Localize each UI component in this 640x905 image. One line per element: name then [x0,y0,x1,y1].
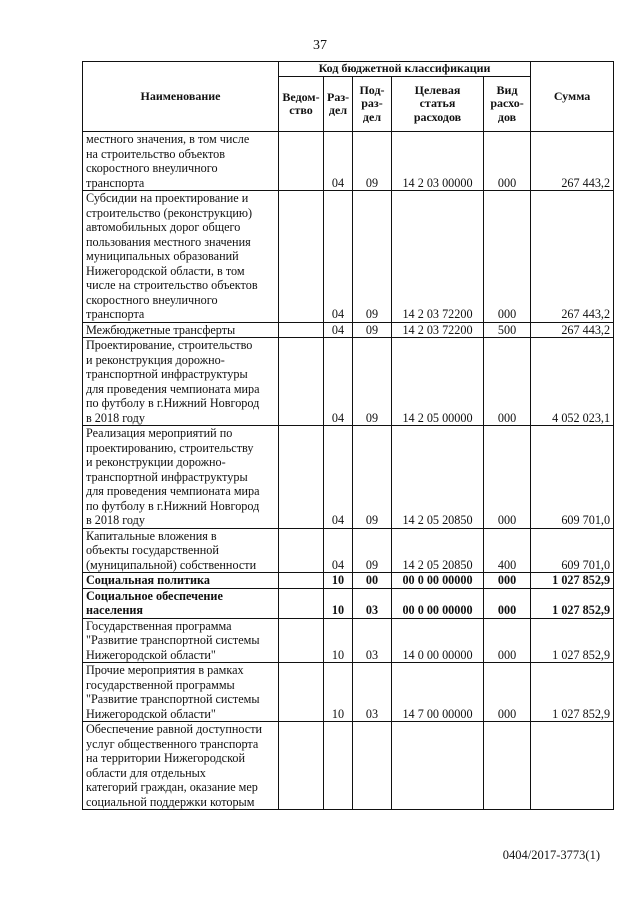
row-sum [531,722,614,810]
row-sum: 1 027 852,9 [531,618,614,663]
table-row [83,588,614,618]
row-razdel: 10 [324,663,353,722]
row-name: Обеспечение равной доступности услуг общественного транспорта на территории Нижегородской области для отдельных категорий граждан, оказание мер социальной поддержки которым [83,722,279,810]
row-sum: 609 701,0 [531,528,614,573]
row-vedomstvo [279,618,324,663]
row-razdel: 04 [324,132,353,191]
row-celevaya: 14 7 00 00000 [392,663,484,722]
row-vid: 000 [484,663,531,722]
row-celevaya: 00 0 00 00000 [392,588,484,618]
table-row [83,573,614,589]
row-name: Социальное обеспечение населения [83,588,279,618]
row-razdel: 04 [324,322,353,338]
row-razdel: 10 [324,618,353,663]
table-row [83,528,614,573]
row-celevaya [392,722,484,810]
row-razdel: 04 [324,191,353,323]
row-celevaya: 14 0 00 00000 [392,618,484,663]
row-podrazdel [353,722,392,810]
row-podrazdel: 09 [353,132,392,191]
header-vid: Вид расхо- дов [484,77,531,132]
row-vedomstvo [279,322,324,338]
row-vid: 000 [484,588,531,618]
row-vedomstvo [279,191,324,323]
row-sum: 1 027 852,9 [531,573,614,589]
row-celevaya: 14 2 03 72200 [392,191,484,323]
budget-table [82,61,614,810]
table-row [83,618,614,663]
row-vedomstvo [279,722,324,810]
header-celevaya: Целевая статья расходов [392,77,484,132]
table-row [83,426,614,529]
row-razdel: 04 [324,528,353,573]
row-sum: 267 443,2 [531,132,614,191]
row-vid: 000 [484,132,531,191]
row-name: Проектирование, строительство и реконструкция дорожно- транспортной инфраструктуры для проведения чемпионата мира по футболу в г.Нижний Новгород в 2018 году [83,338,279,426]
row-name: местного значения, в том числе на строительство объектов скоростного внеуличного транспорта [83,132,279,191]
row-podrazdel: 00 [353,573,392,589]
row-vedomstvo [279,588,324,618]
row-name: Капитальные вложения в объекты государственной (муниципальной) собственности [83,528,279,573]
row-vid: 000 [484,191,531,323]
row-celevaya: 14 2 03 72200 [392,322,484,338]
row-celevaya: 14 2 05 00000 [392,338,484,426]
row-vedomstvo [279,528,324,573]
row-name: Реализация мероприятий по проектированию, строительству и реконструкции дорожно- транспортной инфраструктуры для проведения чемпионата мира по футболу в г.Нижний Новгород в 2018 году [83,426,279,529]
row-podrazdel: 03 [353,618,392,663]
row-vid: 000 [484,618,531,663]
row-name: Межбюджетные трансферты [83,322,279,338]
row-name: Прочие мероприятия в рамках государственной программы "Развитие транспортной системы Нижегородской области" [83,663,279,722]
row-vedomstvo [279,573,324,589]
row-podrazdel: 09 [353,426,392,529]
row-sum: 609 701,0 [531,426,614,529]
row-name: Субсидии на проектирование и строительство (реконструкцию) автомобильных дорог общего пользования местного значения муниципальных образований Нижегородской области, в том числе на строительство объектов скоростного внеуличного транспорта [83,191,279,323]
row-razdel [324,722,353,810]
row-name: Государственная программа "Развитие транспортной системы Нижегородской области" [83,618,279,663]
row-vedomstvo [279,426,324,529]
row-vedomstvo [279,338,324,426]
row-vid: 500 [484,322,531,338]
row-podrazdel: 09 [353,338,392,426]
row-razdel: 10 [324,588,353,618]
table-row [83,663,614,722]
row-vedomstvo [279,132,324,191]
header-name: Наименование [83,62,279,132]
row-vid: 000 [484,338,531,426]
row-razdel: 04 [324,338,353,426]
row-podrazdel: 09 [353,191,392,323]
row-podrazdel: 03 [353,588,392,618]
row-sum: 1 027 852,9 [531,663,614,722]
row-razdel: 10 [324,573,353,589]
row-celevaya: 14 2 03 00000 [392,132,484,191]
row-sum: 1 027 852,9 [531,588,614,618]
row-sum: 267 443,2 [531,191,614,323]
row-celevaya: 14 2 05 20850 [392,528,484,573]
row-vid [484,722,531,810]
row-name: Социальная политика [83,573,279,589]
row-vedomstvo [279,663,324,722]
table-row [83,322,614,338]
header-sum: Сумма [531,62,614,132]
row-sum: 4 052 023,1 [531,338,614,426]
table-row [83,338,614,426]
page-number: 37 [313,38,327,53]
row-vid: 000 [484,573,531,589]
row-podrazdel: 03 [353,663,392,722]
table-row [83,191,614,323]
header-podrazdel: Под- раз- дел [353,77,392,132]
row-sum: 267 443,2 [531,322,614,338]
header-classification: Код бюджетной классификации [279,62,531,77]
table-row [83,132,614,191]
table-row [83,722,614,810]
document-code: 0404/2017-3773(1) [502,848,600,862]
row-podrazdel: 09 [353,528,392,573]
row-podrazdel: 09 [353,322,392,338]
row-vid: 400 [484,528,531,573]
header-vedomstvo: Ведом- ство [279,77,324,132]
row-celevaya: 00 0 00 00000 [392,573,484,589]
row-razdel: 04 [324,426,353,529]
table-body [83,132,614,810]
header-razdel: Раз- дел [324,77,353,132]
row-vid: 000 [484,426,531,529]
row-celevaya: 14 2 05 20850 [392,426,484,529]
